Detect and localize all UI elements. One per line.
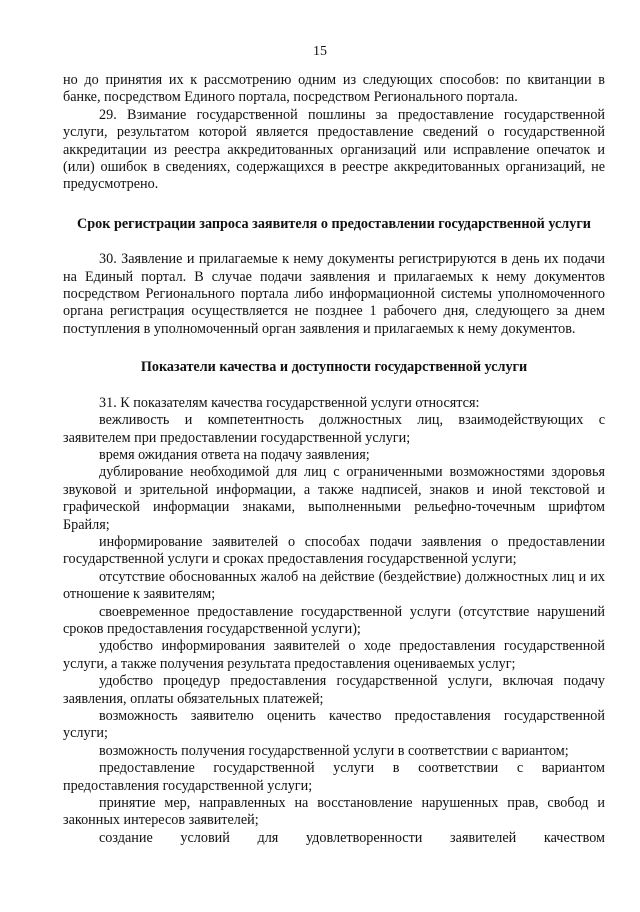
paragraph-continuation: но до принятия их к рассмотрению одним из следующих способов: по квитанции в банке, посредством Единого портала, посредством Регионального портала. bbox=[63, 72, 605, 106]
paragraph-30: 30. Заявление и прилагаемые к нему документы регистрируются в день их подачи на Единый портал. В случае подачи заявления и прилагаемых к нему документов посредством Регионального портала либо информационной системы уполномоченного органа регистрация осуществляется не позднее 1 рабочего дня, следующего за днем поступления в уполномоченный орган заявления и прилагаемых к нему документов. bbox=[63, 251, 605, 337]
paragraph-31: 31. К показателям качества государственной услуги относятся: bbox=[99, 394, 480, 411]
list-item: создание условий для удовлетворенности заявителей качеством bbox=[99, 829, 605, 846]
list-item: предоставление государственной услуги в соответствии с вариантом предоставления государственной услуги; bbox=[63, 760, 605, 794]
page-number: 15 bbox=[313, 44, 327, 59]
paragraph-29: 29. Взимание государственной пошлины за предоставление государственной услуги, результатом которой является предоставление сведений о государственной аккредитации из реестра аккредитованных организаций или исправление опечаток и (или) ошибок в сведениях, содержащихся в реестре аккредитованных организаций, не предусмотрено. bbox=[63, 106, 605, 193]
document-body bbox=[63, 72, 605, 847]
list-item: удобство процедур предоставления государственной услуги, включая подачу заявления, оплаты обязательных платежей; bbox=[63, 673, 605, 707]
list-item: возможность заявителю оценить качество предоставления государственной услуги; bbox=[63, 708, 605, 742]
list-item: дублирование необходимой для лиц с ограниченными возможностями здоровья звуковой и зрительной информации, а также надписей, знаков и иной текстовой и графической информации знаками, выполненными рельефно-точечным шрифтом Брайля; bbox=[63, 464, 605, 533]
list-item: возможность получения государственной услуги в соответствии с вариантом; bbox=[99, 742, 569, 759]
list-item: время ожидания ответа на подачу заявления; bbox=[99, 446, 370, 463]
list-item: вежливость и компетентность должностных лиц, взаимодействующих с заявителем при предоставлении государственной услуги; bbox=[63, 412, 605, 446]
list-item: информирование заявителей о способах подачи заявления о предоставлении государственной услуги и сроках предоставления государственной услуги; bbox=[63, 533, 605, 568]
list-item: принятие мер, направленных на восстановление нарушенных прав, свобод и законных интересов заявителей; bbox=[63, 795, 605, 829]
section-heading-registration-term: Срок регистрации запроса заявителя о предоставлении государственной услуги bbox=[77, 215, 591, 232]
list-item: своевременное предоставление государственной услуги (отсутствие нарушений сроков предоставления государственной услуги); bbox=[63, 603, 605, 637]
section-heading-quality-indicators: Показатели качества и доступности государственной услуги bbox=[140, 359, 528, 376]
list-item: удобство информирования заявителей о ходе предоставления государственной услуги, а также получения результата предоставления оцениваемых услуг; bbox=[63, 638, 605, 672]
list-item: отсутствие обоснованных жалоб на действие (бездействие) должностных лиц и их отношение к заявителям; bbox=[63, 568, 605, 603]
